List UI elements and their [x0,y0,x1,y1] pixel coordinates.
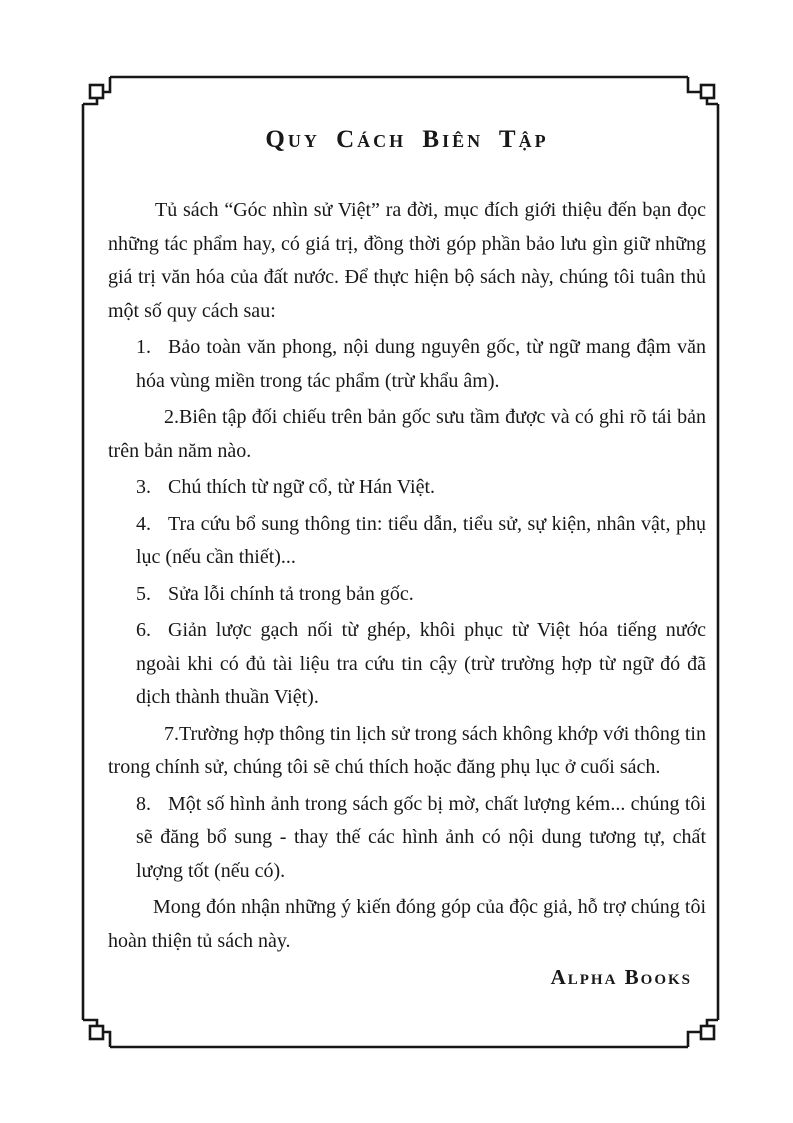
rule-item-4 [108,508,706,575]
rule-item-8 [108,788,706,889]
intro-paragraph: Tủ sách “Góc nhìn sử Việt” ra đời, mục đích giới thiệu đến bạn đọc những tác phẩm hay, có giá trị, đồng thời góp phần bảo lưu gìn giữ những giá trị văn hóa của đất nước. Để thực hiện bộ sách này, chúng tôi tuân thủ một số quy cách sau: [108,199,706,322]
item-text: Sửa lỗi chính tả trong bản gốc. [168,582,414,605]
item-number: 6. [136,619,151,641]
page-title: Quy Cách Biên Tập [265,126,549,153]
editorial-rules-list [108,331,706,888]
closing-paragraph: Mong đón nhận những ý kiến đóng góp của độc giả, hỗ trợ chúng tôi hoàn thiện tủ sách này. [108,896,706,952]
item-number: 7. [164,722,179,745]
item-number: 5. [136,582,151,605]
item-text: Trường hợp thông tin lịch sử trong sách không khớp với thông tin trong chính sử, chúng tôi sẽ chú thích hoặc đăng phụ lục ở cuối sách. [108,722,706,778]
item-text: Giản lược gạch nối từ ghép, khôi phục từ Việt hóa tiếng nước ngoài khi có đủ tài liệu tra cứu tin cậy (trừ trường hợp từ ngữ đó đã dịch thành thuần Việt). [136,619,706,708]
rule-item-7 [108,718,706,785]
item-number: 2. [164,406,179,428]
item-text: Tra cứu bổ sung thông tin: tiểu dẫn, tiểu sử, sự kiện, nhân vật, phụ lục (nếu cần thiết)... [136,512,706,568]
item-number: 8. [136,792,151,815]
item-number: 3. [136,476,151,498]
rule-item-2 [108,401,706,468]
rule-item-1 [108,331,706,398]
rule-item-5 [108,578,706,612]
item-text: Một số hình ảnh trong sách gốc bị mờ, chất lượng kém... chúng tôi sẽ đăng bổ sung - thay thế các hình ảnh có nội dung tương tự, chất lượng tốt (nếu có). [136,792,706,882]
item-text: Chú thích từ ngữ cổ, từ Hán Việt. [168,476,436,498]
item-text: Biên tập đối chiếu trên bản gốc sưu tầm được và có ghi rõ tái bản trên bản năm nào. [108,406,706,462]
page-content [108,124,706,991]
rule-item-6 [108,614,706,715]
item-text: Bảo toàn văn phong, nội dung nguyên gốc, từ ngữ mang đậm văn hóa vùng miền trong tác phẩm (trừ khẩu âm). [136,336,706,392]
publisher-signature: Alpha Books [550,965,692,989]
item-number: 1. [136,336,151,358]
item-number: 4. [136,512,151,535]
rule-item-3 [108,471,706,505]
